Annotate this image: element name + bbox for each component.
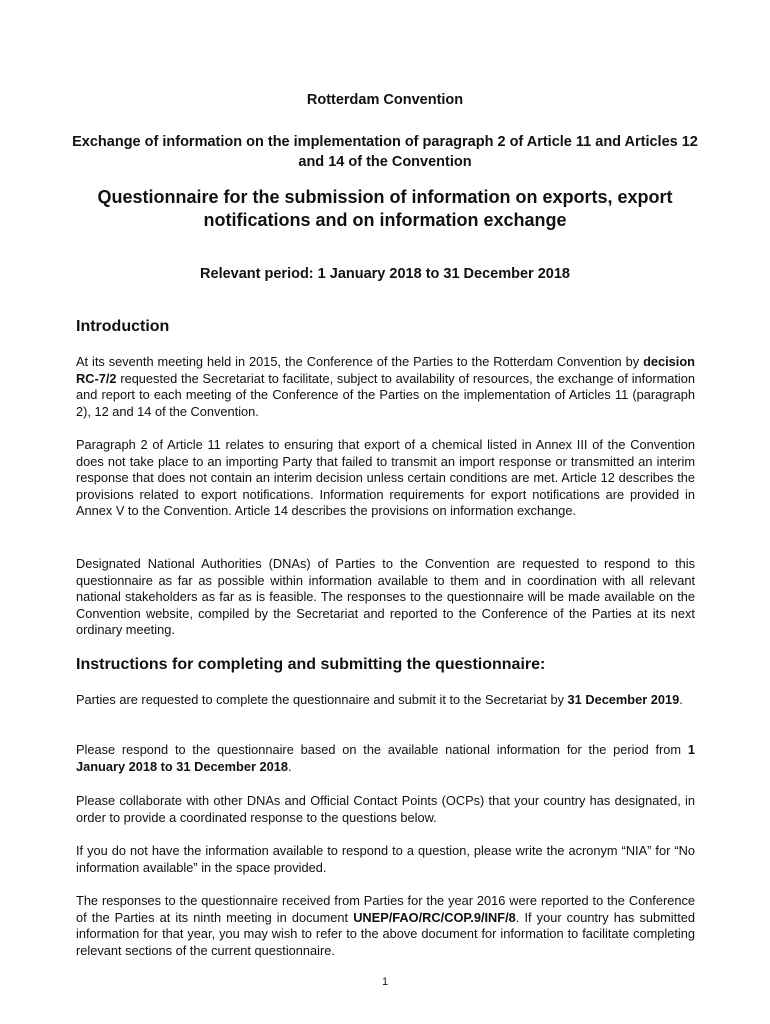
decision-reference: decision RC-7/2 xyxy=(76,354,695,386)
page-number: 1 xyxy=(381,976,389,988)
instructions-paragraph-5: The responses to the questionnaire received from Parties for the year 2016 were reported to the Conference of the Parties at its ninth meeting in document UNEP/FAO/RC/COP.9/INF/8. If your country has submitted information for that year, you may wish to refer to the above document for information to facilitate completing relevant sections of the current questionnaire. xyxy=(76,893,695,958)
introduction-heading: Introduction xyxy=(76,318,170,335)
intro-paragraph-3: Designated National Authorities (DNAs) of Parties to the Convention are requested to respond to this questionnaire as far as possible within information available to them and in coordination with all relevant national stakeholders as far as is feasible. The responses to the questionnaire will be made available on the Convention website, compiled by the Secretariat and reported to the Conference of the Parties at its next ordinary meeting. xyxy=(76,556,695,638)
submission-deadline: 31 December 2019 xyxy=(567,692,680,707)
relevant-period: Relevant period: 1 January 2018 to 31 December 2018 xyxy=(200,266,570,282)
reporting-period: 1 January 2018 to 31 December 2018 xyxy=(76,742,695,774)
document-reference: UNEP/FAO/RC/COP.9/INF/8 xyxy=(353,909,516,925)
instructions-paragraph-1: Parties are requested to complete the questionnaire and submit it to the Secretariat by 31 December 2019. xyxy=(76,692,683,707)
organization-title: Rotterdam Convention xyxy=(306,92,464,108)
page-title: Questionnaire for the submission of information on exports, export notifications and on information exchange xyxy=(97,187,673,230)
instructions-paragraph-2: Please respond to the questionnaire based on the available national information for the period from 1 January 2018 to 31 December 2018. xyxy=(76,742,695,774)
document-subtitle: Exchange of information on the implementation of paragraph 2 of Article 11 and Articles 12 and 14 of the Convention xyxy=(72,134,698,170)
instructions-heading: Instructions for completing and submitting the questionnaire: xyxy=(76,656,546,673)
intro-paragraph-2: Paragraph 2 of Article 11 relates to ensuring that export of a chemical listed in Annex III of the Convention does not take place to an importing Party that failed to transmit an import response or transmitted an interim response that does not contain an interim decision unless certain conditions are met. Article 12 describes the provisions related to export notifications. Information requirements for export notifications are provided in Annex V to the Convention. Article 14 describes the provisions on information exchange. xyxy=(76,437,695,519)
intro-paragraph-1: At its seventh meeting held in 2015, the Conference of the Parties to the Rotterdam Convention by decision RC-7/2 requested the Secretariat to facilitate, subject to availability of resources, the exchange of information and report to each meeting of the Conference of the Parties on the implementation of Articles 11 (paragraph 2), 12 and 14 of the Convention. xyxy=(76,354,695,419)
instructions-paragraph-3: Please collaborate with other DNAs and Official Contact Points (OCPs) that your country has designated, in order to provide a coordinated response to the questions below. xyxy=(76,793,695,825)
instructions-paragraph-4: If you do not have the information available to respond to a question, please write the acronym “NIA” for “No information available” in the space provided. xyxy=(76,843,695,875)
